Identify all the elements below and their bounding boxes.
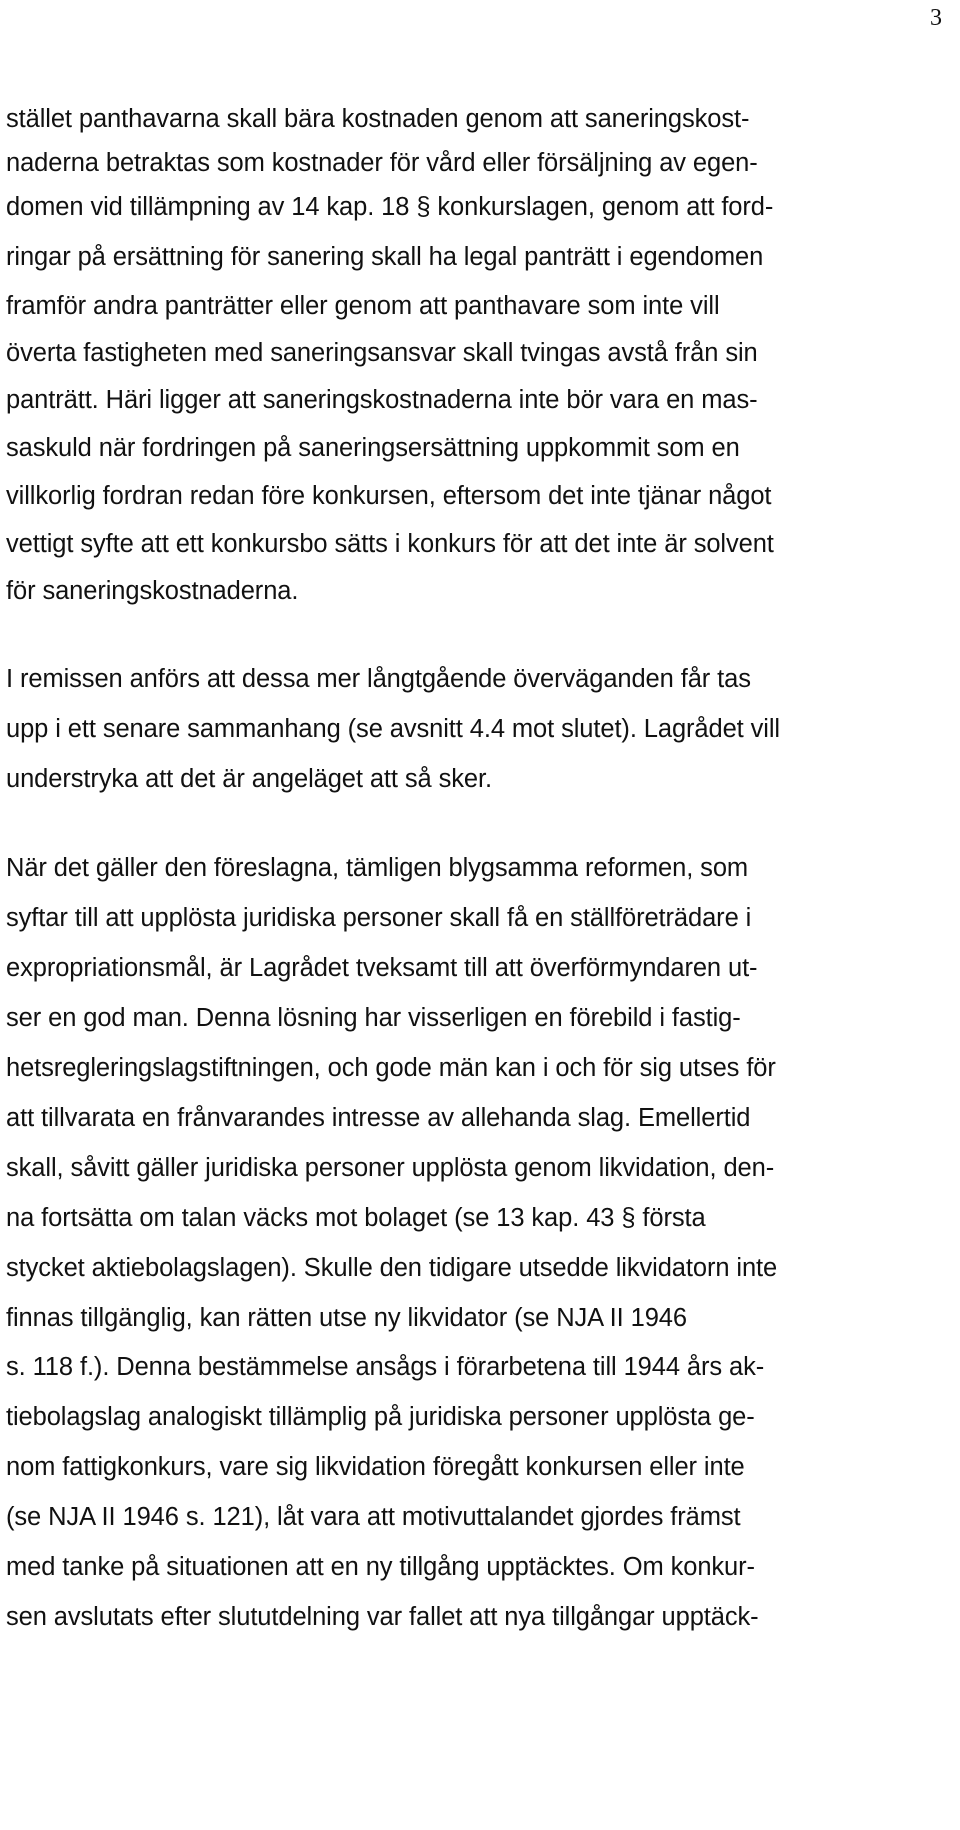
- text-line: med tanke på situationen att en ny tillgång upptäcktes. Om konkur-: [6, 1553, 755, 1581]
- text-line: finnas tillgänglig, kan rätten utse ny likvidator (se NJA II 1946: [6, 1304, 687, 1332]
- text-line: I remissen anförs att dessa mer långtgående överväganden får tas: [6, 665, 751, 693]
- text-line: tiebolagslag analogiskt tillämplig på juridiska personer upplösta ge-: [6, 1403, 755, 1431]
- text-line: stycket aktiebolagslagen). Skulle den tidigare utsedde likvidatorn inte: [6, 1254, 778, 1282]
- text-line: för saneringskostnaderna.: [6, 577, 299, 605]
- text-line: domen vid tillämpning av 14 kap. 18 § konkurslagen, genom att ford-: [6, 193, 774, 221]
- text-line: na fortsätta om talan väcks mot bolaget (se 13 kap. 43 § första: [6, 1204, 706, 1232]
- text-line: upp i ett senare sammanhang (se avsnitt 4.4 mot slutet). Lagrådet vill: [6, 715, 780, 743]
- text-line: saskuld när fordringen på saneringsersättning uppkommit som en: [6, 434, 740, 462]
- text-line: panträtt. Häri ligger att saneringskostnaderna inte bör vara en mas-: [6, 386, 758, 414]
- page-number: 3: [930, 5, 942, 31]
- text-line: naderna betraktas som kostnader för vård eller försäljning av egen-: [6, 149, 758, 177]
- text-line: villkorlig fordran redan före konkursen, eftersom det inte tjänar något: [6, 482, 772, 510]
- text-line: ringar på ersättning för sanering skall ha legal panträtt i egendomen: [6, 243, 764, 271]
- text-line: framför andra panträtter eller genom att panthavare som inte vill: [6, 292, 720, 320]
- text-line: hetsregleringslagstiftningen, och gode män kan i och för sig utses för: [6, 1054, 776, 1082]
- text-line: vettigt syfte att ett konkursbo sätts i konkurs för att det inte är solvent: [6, 530, 774, 558]
- text-line: sen avslutats efter slututdelning var fallet att nya tillgångar upptäck-: [6, 1603, 759, 1631]
- text-line: syftar till att upplösta juridiska personer skall få en ställföreträdare i: [6, 904, 752, 932]
- text-line: (se NJA II 1946 s. 121), låt vara att motivuttalandet gjordes främst: [6, 1503, 741, 1531]
- text-line: s. 118 f.). Denna bestämmelse ansågs i förarbetena till 1944 års ak-: [6, 1353, 765, 1381]
- text-line: överta fastigheten med saneringsansvar skall tvingas avstå från sin: [6, 339, 758, 367]
- text-line: nom fattigkonkurs, vare sig likvidation föregått konkursen eller inte: [6, 1453, 745, 1481]
- text-line: skall, såvitt gäller juridiska personer upplösta genom likvidation, den-: [6, 1154, 775, 1182]
- text-line: ser en god man. Denna lösning har visserligen en förebild i fastig-: [6, 1004, 741, 1032]
- text-line: expropriationsmål, är Lagrådet tveksamt till att överförmyndaren ut-: [6, 954, 758, 982]
- text-line: När det gäller den föreslagna, tämligen blygsamma reformen, som: [6, 854, 749, 882]
- text-line: att tillvarata en frånvarandes intresse av allehanda slag. Emellertid: [6, 1104, 751, 1132]
- text-line: stället panthavarna skall bära kostnaden genom att saneringskost-: [6, 105, 750, 133]
- text-line: understryka att det är angeläget att så sker.: [6, 765, 492, 793]
